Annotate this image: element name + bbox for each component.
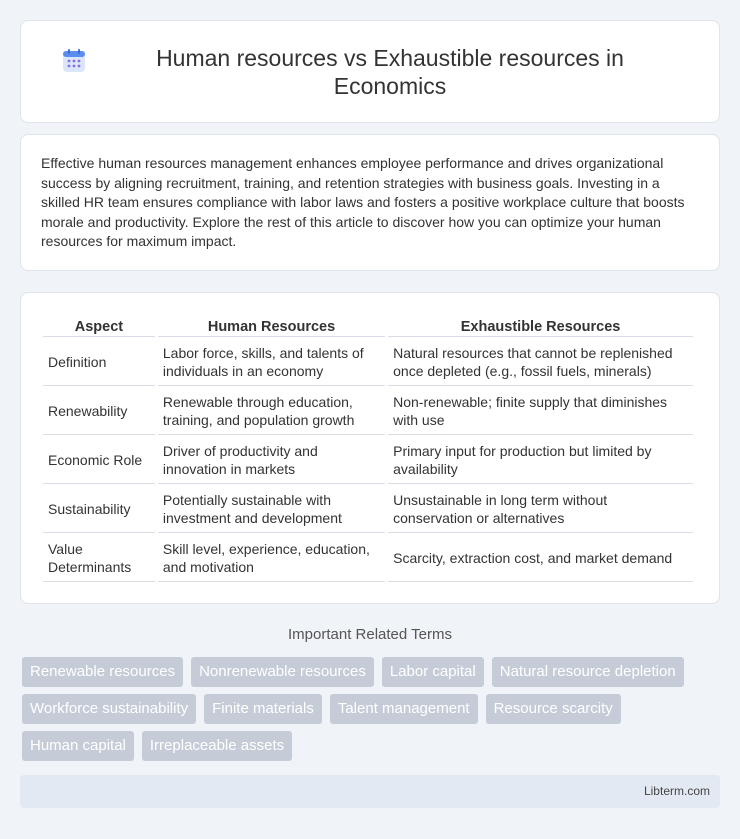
cell-aspect: Renewability — [43, 386, 155, 435]
related-term-tag[interactable]: Finite materials — [204, 694, 322, 724]
comparison-table-card — [20, 292, 720, 604]
header-aspect: Aspect — [43, 315, 155, 337]
related-term-tag[interactable]: Workforce sustainability — [22, 694, 196, 724]
header-exhaustible-resources: Exhaustible Resources — [388, 315, 693, 337]
table-row — [43, 435, 693, 484]
table-row — [43, 533, 693, 582]
cell-exhaustible: Unsustainable in long term without conservation or alternatives — [388, 484, 693, 533]
intro-text: Effective human resources management enhances employee performance and drives organizational success by aligning recruitment, training, and retention strategies with business goals. Investing in a skilled HR team ensures compliance with labor laws and fosters a positive workplace culture that boosts morale and productivity. Explore the rest of this article to discover how you can optimize your human resources for maximum impact. — [41, 155, 685, 250]
cell-exhaustible: Primary input for production but limited by availability — [388, 435, 693, 484]
table-header-row — [43, 315, 693, 337]
footer — [20, 775, 720, 808]
cell-exhaustible: Natural resources that cannot be replenished once depleted (e.g., fossil fuels, minerals) — [388, 337, 693, 386]
table-row — [43, 337, 693, 386]
related-term-tag[interactable]: Resource scarcity — [486, 694, 621, 724]
cell-aspect: Definition — [43, 337, 155, 386]
cell-human: Skill level, experience, education, and motivation — [158, 533, 385, 582]
cell-human: Potentially sustainable with investment and development — [158, 484, 385, 533]
related-term-tag[interactable]: Renewable resources — [22, 657, 183, 687]
related-term-tag[interactable]: Irreplaceable assets — [142, 731, 292, 761]
title-wrap — [61, 44, 679, 100]
related-terms-list — [22, 657, 722, 768]
cell-human: Driver of productivity and innovation in markets — [158, 435, 385, 484]
cell-human: Labor force, skills, and talents of individuals in an economy — [158, 337, 385, 386]
related-term-tag[interactable]: Labor capital — [382, 657, 484, 687]
page-title: Human resources vs Exhaustible resources in Economics — [156, 44, 624, 99]
header-human-resources: Human Resources — [158, 315, 385, 337]
related-term-tag[interactable]: Talent management — [330, 694, 478, 724]
table-row — [43, 484, 693, 533]
related-term-tag[interactable]: Human capital — [22, 731, 134, 761]
cell-aspect: Value Determinants — [43, 533, 155, 582]
cell-exhaustible: Non-renewable; finite supply that diminishes with use — [388, 386, 693, 435]
cell-human: Renewable through education, training, and population growth — [158, 386, 385, 435]
intro-card — [20, 134, 720, 271]
title-card — [20, 20, 720, 123]
comparison-table — [40, 315, 696, 582]
calendar-icon — [61, 48, 87, 74]
cell-aspect: Economic Role — [43, 435, 155, 484]
related-terms-heading: Important Related Terms — [288, 626, 452, 643]
cell-exhaustible: Scarcity, extraction cost, and market demand — [388, 533, 693, 582]
related-term-tag[interactable]: Nonrenewable resources — [191, 657, 374, 687]
cell-aspect: Sustainability — [43, 484, 155, 533]
footer-site-link[interactable]: Libterm.com — [643, 784, 710, 798]
related-term-tag[interactable]: Natural resource depletion — [492, 657, 684, 687]
table-row — [43, 386, 693, 435]
